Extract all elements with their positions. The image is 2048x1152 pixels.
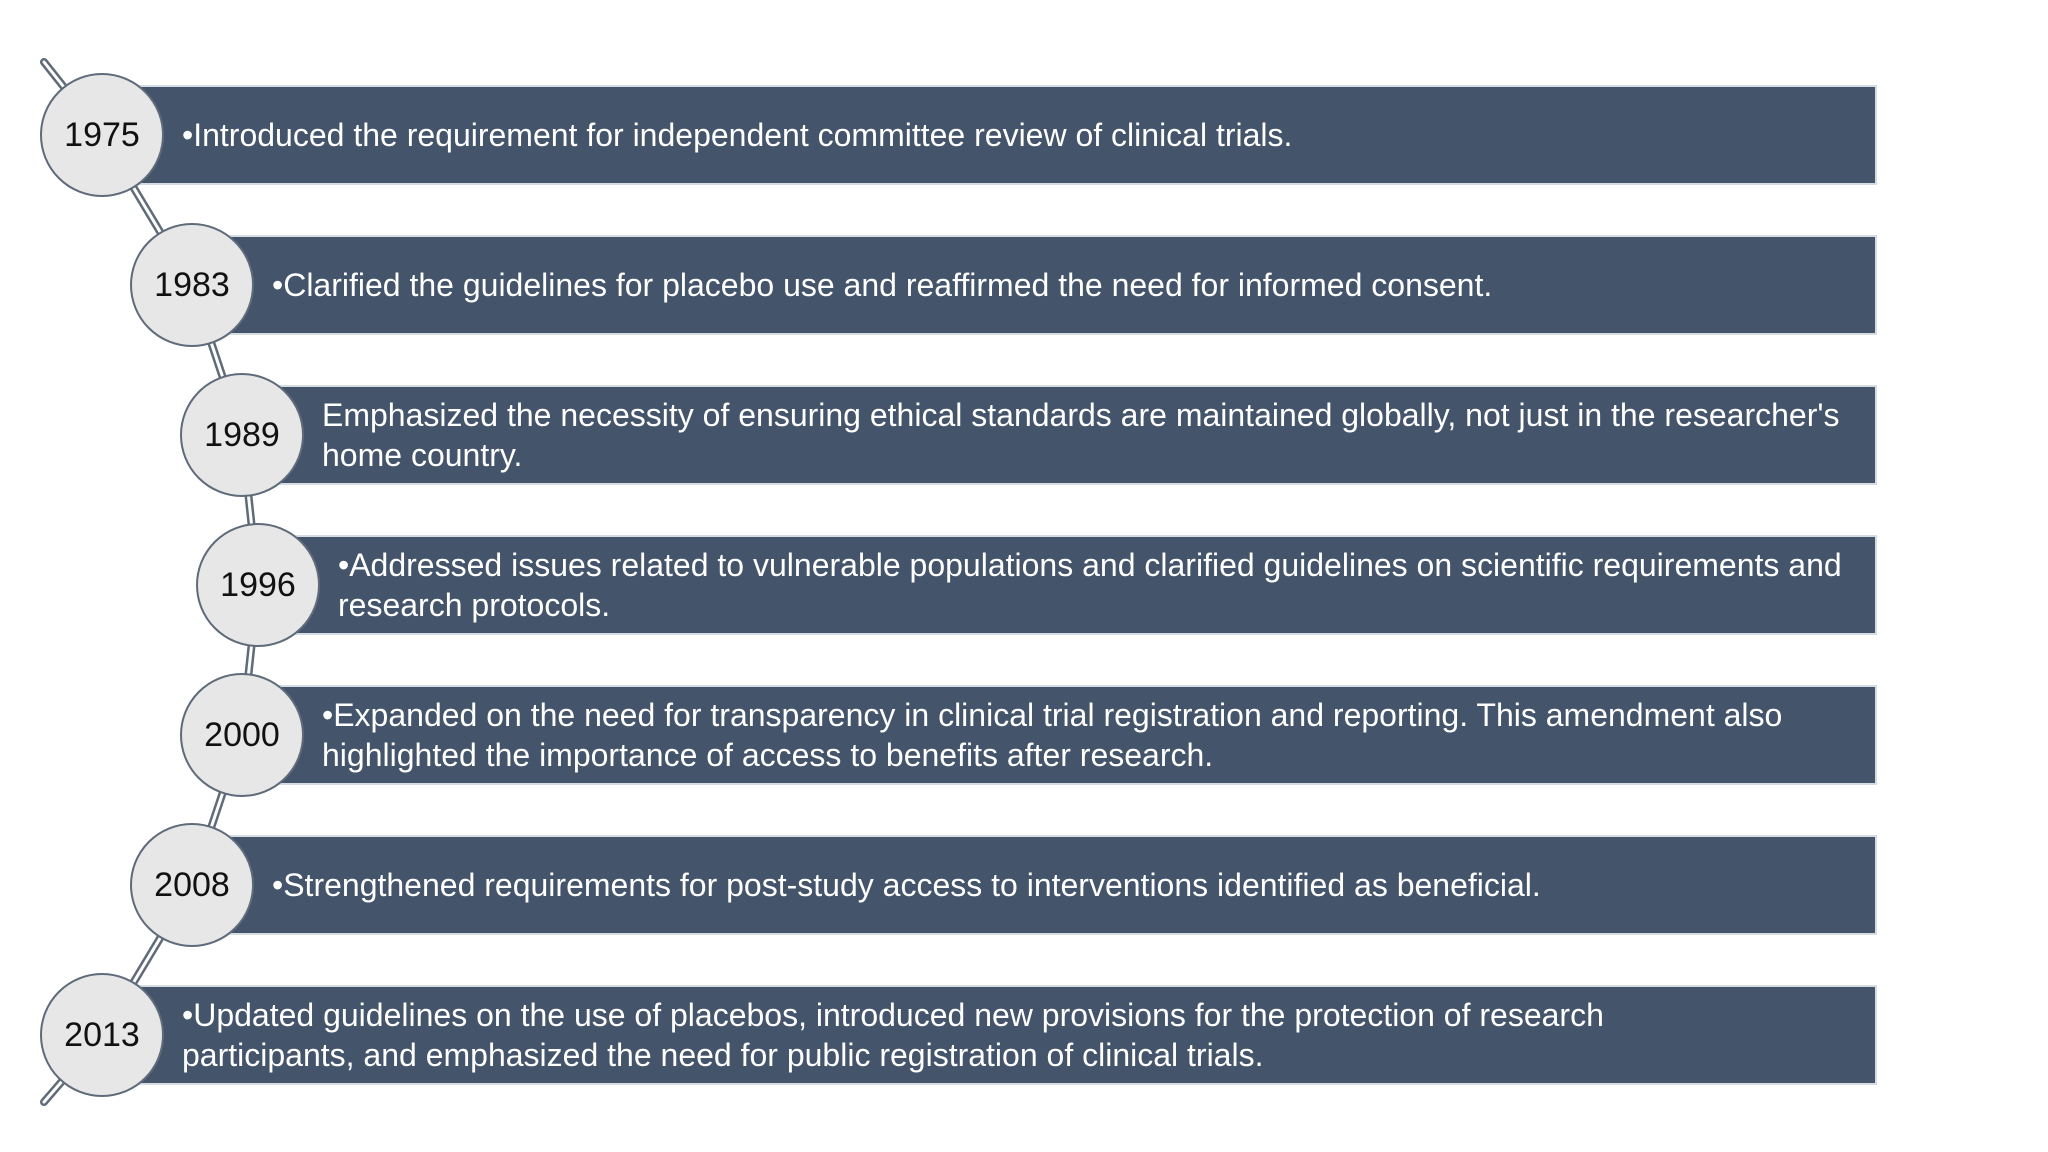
- year-label: 1996: [220, 565, 296, 604]
- year-circle: [40, 73, 164, 197]
- year-circle: [180, 673, 304, 797]
- milestone-description: •Clarified the guidelines for placebo use and reaffirmed the need for informed consent.: [272, 267, 1493, 303]
- milestone-bar: [134, 85, 1877, 185]
- milestone-bar: [290, 535, 1877, 635]
- year-label: 1975: [64, 115, 140, 154]
- milestone-bar: [274, 685, 1877, 785]
- milestone-description: Emphasized the necessity of ensuring ethical standards are maintained globally, not just in the researcher's home country.: [322, 397, 1840, 473]
- year-circle: [130, 823, 254, 947]
- milestone-bar: [134, 985, 1877, 1085]
- year-label: 2000: [204, 715, 280, 754]
- year-label: 2008: [154, 865, 230, 904]
- milestone-description: •Addressed issues related to vulnerable populations and clarified guidelines on scientific requirements and research protocols.: [338, 547, 1842, 623]
- milestone-description: •Introduced the requirement for independent committee review of clinical trials.: [182, 117, 1293, 153]
- year-circle: [180, 373, 304, 497]
- milestone-description: •Updated guidelines on the use of placebos, introduced new provisions for the protection of research participants, and emphasized the need for public registration of clinical trials.: [182, 997, 1604, 1073]
- year-circle: [196, 523, 320, 647]
- milestone-bar: [274, 385, 1877, 485]
- milestone-description: •Strengthened requirements for post-study access to interventions identified as beneficial.: [272, 867, 1541, 903]
- year-label: 2013: [64, 1015, 140, 1054]
- year-label: 1989: [204, 415, 280, 454]
- milestone-bar: [224, 235, 1877, 335]
- year-circle: [130, 223, 254, 347]
- year-label: 1983: [154, 265, 230, 304]
- milestone-bar: [224, 835, 1877, 935]
- year-circle: [40, 973, 164, 1097]
- milestone-description: •Expanded on the need for transparency in clinical trial registration and reporting. This amendment also highlighted the importance of access to benefits after research.: [322, 697, 1783, 773]
